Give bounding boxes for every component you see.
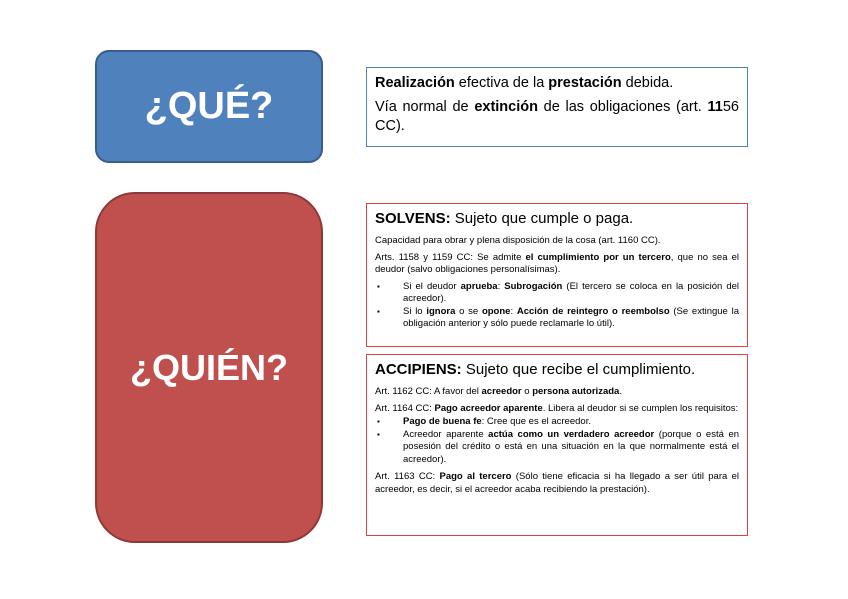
- que-definition-panel: [366, 67, 748, 147]
- que-line-2: Vía normal de extinción de las obligaciones (art. 1156 CC).: [375, 99, 739, 134]
- solvens-panel: [366, 203, 748, 347]
- accipiens-art-1162-paragraph: Art. 1162 CC: A favor del acreedor o persona autorizada.: [375, 386, 622, 397]
- accipiens-art-1163-paragraph: Art. 1163 CC: Pago al tercero (Sólo tiene eficacia si ha llegado a ser útil para el acreedor, es decir, si el acreedor acaba recibiendo la prestación).: [375, 471, 739, 495]
- accipiens-bullet-good-faith: ▪ Pago de buena fe: Cree que es el acreedor.: [377, 416, 591, 427]
- accipiens-bullet-apparent-creditor: ▪ Acreedor aparente actúa como un verdadero acreedor (porque o está en posesión del crédito o está en una situación en la que normalmente está el acreedor).: [377, 428, 740, 465]
- accipiens-panel: [366, 354, 748, 536]
- accipiens-heading: ACCIPIENS: Sujeto que recibe el cumplimiento.: [375, 361, 696, 378]
- solvens-bullet-ignores: ▪ Si lo ignora o se opone: Acción de reintegro o reembolso (Se extingue la obligación anterior y sólo puede reclamarle lo útil).: [377, 305, 739, 329]
- quien-label-box: [95, 192, 323, 543]
- square-bullet-icon: ▪: [377, 281, 380, 291]
- accipiens-bullet-list: [375, 416, 739, 466]
- solvens-bullet-approves: ▪ Si el deudor aprueba: Subrogación (El tercero se coloca en la posición del acreedor).: [377, 280, 739, 304]
- square-bullet-icon: ▪: [377, 417, 380, 426]
- que-line-1: Realización efectiva de la prestación debida.: [375, 75, 674, 91]
- solvens-third-party-paragraph: Arts. 1158 y 1159 CC: Se admite el cumplimiento por un tercero, que no sea el deudor (salvo obligaciones personalísimas).: [375, 251, 739, 275]
- solvens-capacity-paragraph: Capacidad para obrar y plena disposición de la cosa (art. 1160 CC).: [375, 235, 661, 246]
- accipiens-art-1164-paragraph: Art. 1164 CC: Pago acreedor aparente. Libera al deudor si se cumplen los requisitos:: [375, 402, 739, 414]
- que-label: ¿QUÉ?: [144, 85, 274, 127]
- solvens-bullet-list: [375, 281, 739, 331]
- square-bullet-icon: ▪: [377, 306, 380, 316]
- solvens-heading: SOLVENS: Sujeto que cumple o paga.: [375, 210, 634, 227]
- quien-label: ¿QUIÉN?: [130, 346, 288, 388]
- square-bullet-icon: ▪: [377, 429, 380, 439]
- que-label-box: [95, 50, 323, 163]
